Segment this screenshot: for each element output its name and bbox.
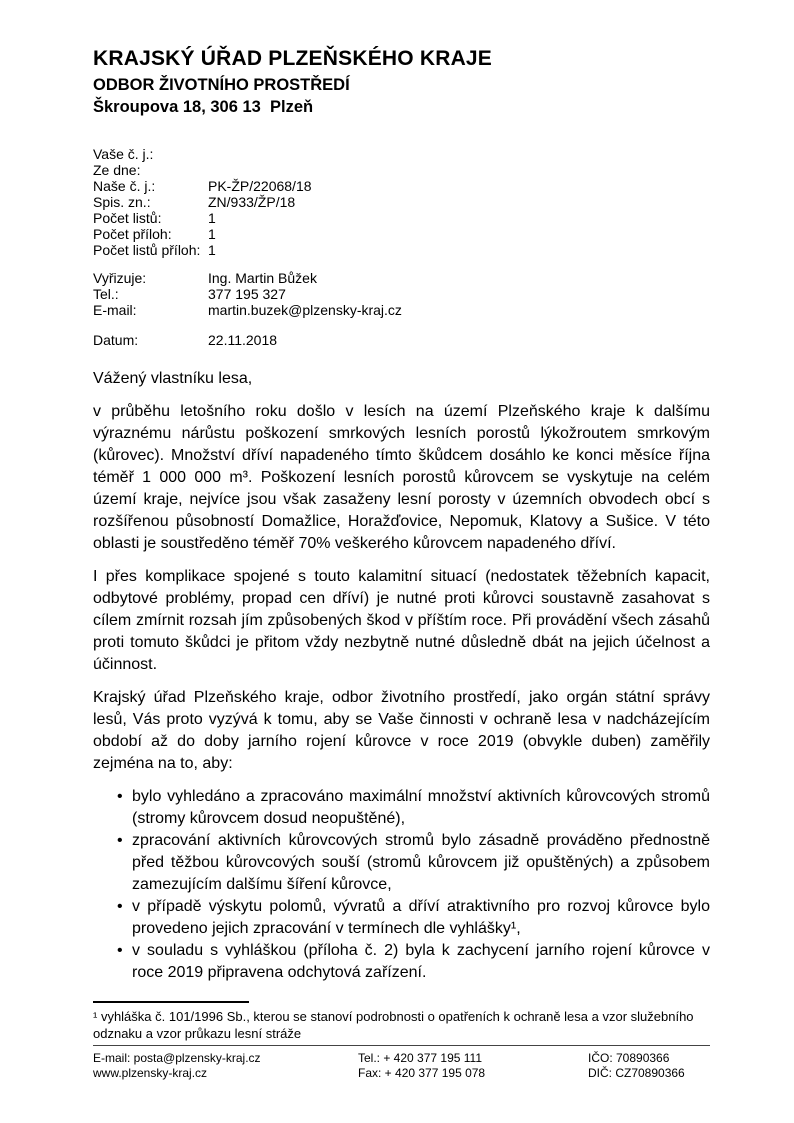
footer-separator	[93, 1045, 710, 1046]
letter-body	[93, 368, 710, 984]
letter-content	[93, 0, 710, 984]
body-paragraph-1: v průběhu letošního roku došlo v lesích na území Plzeňského kraje k dalšímu výraznému nárůstu poškození smrkových lesních porostů lýkožroutem smrkovým (kůrovec). Množství dříví napadeného tímto škůdcem dosáhlo ke konci měsíce října téměř 1 000 000 m³. Poškození lesních porostů kůrovcem se vyskytuje na celém území kraje, nejvíce jsou však zasaženy lesní porosty v územních obvodech obcí s rozšířenou působností Domažlice, Horažďovice, Nepomuk, Klatovy a Sušice. V této oblasti je soustředěno téměř 70% veškerého kůrovcem napadeného dříví.	[93, 403, 710, 552]
reference-block	[93, 146, 710, 258]
reference-row-ze-dne	[93, 162, 710, 178]
row-value: Ing. Martin Bůžek	[208, 270, 317, 286]
row-value: 377 195 327	[208, 286, 286, 302]
row-label: Vaše č. j.:	[93, 146, 154, 162]
bullet-item: • v souladu s vyhláškou (příloha č. 2) byla k zachycení jarního rojení kůrovce v roce 2019 připravena odchytová zařízení.	[93, 940, 710, 984]
reference-row-pocet-priloh	[93, 226, 710, 242]
row-label: Tel.:	[93, 286, 119, 302]
footer-ico: IČO: 70890366	[588, 1051, 670, 1065]
row-value: 22.11.2018	[208, 332, 278, 348]
footer-fax: Fax: + 420 377 195 078	[358, 1066, 486, 1080]
row-value	[208, 146, 710, 162]
reference-row-spis-zn	[93, 194, 710, 210]
row-value: 1	[208, 226, 216, 242]
row-label: Naše č. j.:	[93, 178, 156, 194]
reference-row-nase-cj	[93, 178, 710, 194]
office-name: KRAJSKÝ ÚŘAD PLZEŇSKÉHO KRAJE	[93, 47, 493, 70]
department-name: ODBOR ŽIVOTNÍHO PROSTŘEDÍ	[93, 76, 350, 94]
row-value	[208, 162, 710, 178]
row-value: PK-ŽP/22068/18	[208, 178, 312, 194]
reference-row-pocet-listu	[93, 210, 710, 226]
row-label: Datum:	[93, 332, 139, 348]
row-label: Počet listů:	[93, 210, 162, 226]
salutation: Vážený vlastníku lesa,	[93, 370, 253, 387]
contact-block	[93, 270, 710, 318]
row-label: Počet listů příloh:	[93, 242, 201, 258]
contact-row-email	[93, 302, 710, 318]
row-label: Ze dne:	[93, 162, 141, 178]
footnote-separator	[93, 1001, 249, 1003]
bullet-item: • v případě výskytu polomů, vývratů a dříví atraktivního pro rozvoj kůrovce bylo provedeno jejich zpracování v termínech dle vyhlášky¹,	[93, 896, 710, 940]
footer-email: E-mail: posta@plzensky-kraj.cz	[93, 1051, 261, 1065]
row-value: martin.buzek@plzensky-kraj.cz	[208, 302, 402, 318]
reference-row-vase-cj	[93, 146, 710, 162]
body-paragraph-3: Krajský úřad Plzeňského kraje, odbor životního prostředí, jako orgán státní správy lesů, Vás proto vyzývá k tomu, aby se Vaše činnosti v ochraně lesa v nadcházejícím období až do doby jarního rojení kůrovce v roce 2019 (obvykle duben) zaměřily zejména na to, aby:	[93, 689, 710, 772]
row-value: ZN/933/ŽP/18	[208, 194, 296, 210]
date-row	[93, 332, 710, 348]
row-value: 1	[208, 242, 216, 258]
bullet-list	[93, 786, 710, 984]
row-label: E-mail:	[93, 302, 137, 318]
office-address: Škroupova 18, 306 13 Plzeň	[93, 98, 314, 116]
footer-website: www.plzensky-kraj.cz	[93, 1066, 208, 1080]
contact-row-tel	[93, 286, 710, 302]
footer-contact-column	[93, 1051, 358, 1081]
body-paragraph-2: I přes komplikace spojené s touto kalamitní situací (nedostatek těžebních kapacit, odbytové problémy, propad cen dříví) je nutné proti kůrovci soustavně zasahovat s cílem zmírnit rozsah jím způsobených škod v příštím roce. Při provádění všech zásahů proti tomuto škůdci je přitom vždy nezbytně nutné důsledně dbát na jejich účelnost a účinnost.	[93, 568, 710, 673]
page-footer	[93, 1051, 710, 1081]
letterhead	[93, 44, 710, 118]
footnote-text: ¹ vyhláška č. 101/1996 Sb., kterou se stanoví podrobnosti o opatřeních k ochraně lesa a vzor služebního odznaku a vzor průkazu lesní stráže	[93, 1009, 694, 1041]
row-label: Počet příloh:	[93, 226, 172, 242]
footer-tel: Tel.: + 420 377 195 111	[358, 1051, 482, 1065]
footer-phone-column	[358, 1051, 588, 1081]
row-value: 1	[208, 210, 216, 226]
footer-ids-column	[588, 1051, 710, 1081]
bullet-item: • bylo vyhledáno a zpracováno maximální množství aktivních kůrovcových stromů (stromy kůrovcem dosud neopuštěné),	[93, 786, 710, 830]
footnote-area	[93, 1001, 710, 1042]
reference-row-pocet-listu-priloh	[93, 242, 710, 258]
row-label: Vyřizuje:	[93, 270, 147, 286]
bullet-item: • zpracování aktivních kůrovcových stromů bylo zásadně prováděno přednostně před těžbou kůrovcových souší (stromů kůrovcem již opuštěných) a způsobem zamezujícím dalšímu šíření kůrovce,	[93, 830, 710, 896]
contact-row-vyrizuje	[93, 270, 710, 286]
row-label: Spis. zn.:	[93, 194, 151, 210]
footer-dic: DIČ: CZ70890366	[588, 1066, 685, 1080]
